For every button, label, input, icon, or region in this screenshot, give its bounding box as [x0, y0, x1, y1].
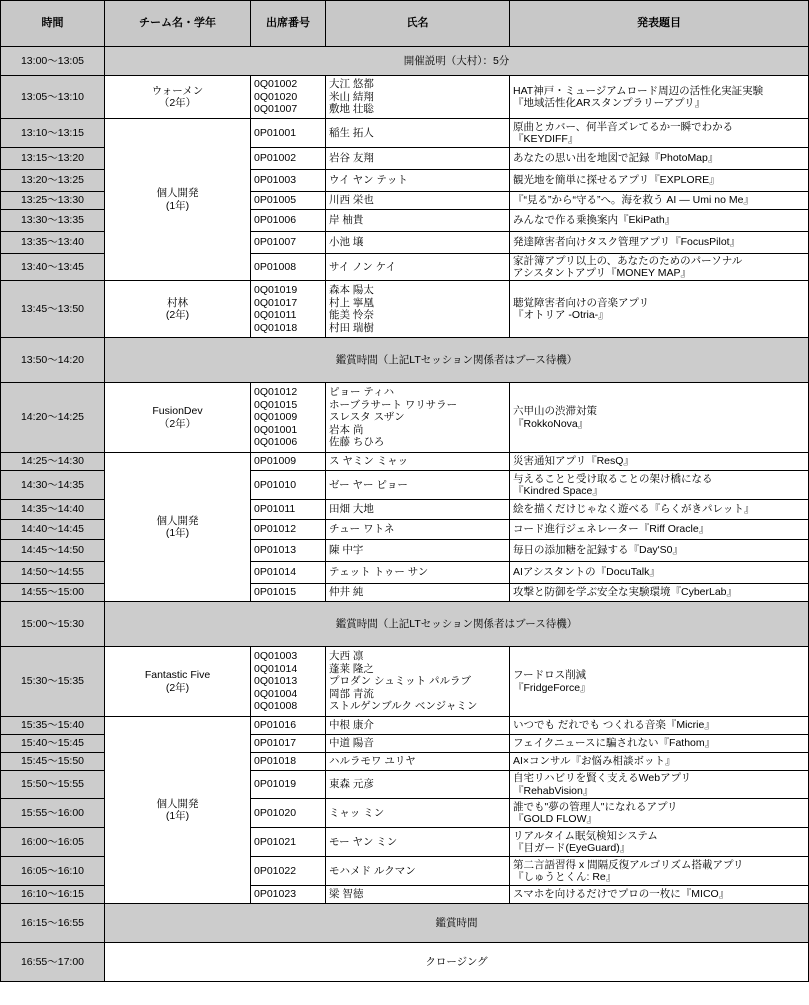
presentation-title-cell — [510, 281, 809, 338]
attendance-number: 0P01003 — [254, 174, 297, 187]
session-cell: 鑑賞時間（上記LTセッション関係者はブース待機） — [105, 602, 809, 647]
team-cell — [105, 383, 251, 453]
team-label: FusionDev — [152, 405, 203, 417]
attendance-number-cell — [251, 500, 326, 520]
team-label: (2年) — [165, 309, 190, 321]
time-cell: 13:45〜13:50 — [1, 281, 105, 338]
member-name: チュー ワトネ — [329, 523, 395, 536]
team-cell — [105, 281, 251, 338]
attendance-number-cell — [251, 584, 326, 602]
member-name: ミャッ ミン — [329, 806, 385, 819]
team-cell — [105, 647, 251, 717]
presentation-title-line: 『GOLD FLOW』 — [513, 813, 598, 825]
member-name: モー ヤン ミン — [329, 835, 398, 848]
presentation-title-line: 自宅リハビリを賢く支えるWebアプリ — [513, 772, 692, 784]
time-cell: 13:30〜13:35 — [1, 210, 105, 232]
attendance-number-cell — [251, 857, 326, 886]
attendance-number: 0P01001 — [254, 126, 297, 139]
session-cell: クロージング — [105, 943, 809, 982]
time-cell: 15:45〜15:50 — [1, 753, 105, 771]
name-cell — [326, 119, 510, 148]
presentation-title-cell — [510, 771, 809, 799]
attendance-number: 0Q01011 — [254, 309, 297, 321]
team-cell — [105, 119, 251, 281]
member-name: 陳 中宇 — [329, 544, 364, 557]
table-row — [1, 338, 809, 383]
presentation-title-line: あなたの思い出を地図で記録『PhotoMap』 — [513, 152, 719, 165]
team-cell — [105, 453, 251, 602]
presentation-title-line: 原曲とカバー、何半音ズレてるか一瞬でわかる — [513, 120, 734, 133]
presentation-title-line: スマホを向けるだけでプロの一枚に『MICO』 — [513, 888, 730, 901]
attendance-number-cell — [251, 540, 326, 562]
member-name: 東森 元彦 — [329, 778, 374, 791]
presentation-title-line: 六甲山の渋滞対策 — [513, 405, 597, 417]
name-cell — [326, 383, 510, 453]
attendance-number-cell — [251, 119, 326, 148]
header-time: 時間 — [1, 1, 105, 47]
time-cell: 14:45〜14:50 — [1, 540, 105, 562]
attendance-number-cell — [251, 647, 326, 717]
attendance-number: 0Q01015 — [254, 398, 298, 411]
attendance-number: 0P01015 — [254, 586, 297, 599]
presentation-title-line: 『Kindred Space』 — [513, 485, 603, 497]
team-label: （2年） — [158, 97, 197, 109]
presentation-title-cell — [510, 76, 809, 119]
presentation-title-line: 『RokkoNova』 — [513, 417, 589, 430]
time-cell: 13:05〜13:10 — [1, 76, 105, 119]
name-cell — [326, 210, 510, 232]
time-cell: 13:35〜13:40 — [1, 232, 105, 254]
table-row — [1, 717, 809, 735]
attendance-number-cell — [251, 210, 326, 232]
attendance-number-cell — [251, 520, 326, 540]
team-label: 村林 — [167, 296, 188, 309]
member-name: 村上 寧凰 — [329, 296, 374, 309]
attendance-number: 0Q01003 — [254, 650, 298, 663]
time-cell: 15:50〜15:55 — [1, 771, 105, 799]
presentation-title-line: 与えることと受け取ることの架け橋になる — [513, 472, 713, 485]
name-cell — [326, 584, 510, 602]
name-cell — [326, 562, 510, 584]
presentation-title-cell — [510, 857, 809, 886]
presentation-title-cell — [510, 735, 809, 753]
attendance-number: 0Q01012 — [254, 386, 298, 399]
presentation-title-line: 『FridgeForce』 — [513, 681, 591, 694]
member-name: 岩谷 友翔 — [329, 152, 374, 165]
presentation-title-line: 攻撃と防御を学ぶ安全な実験環境『CyberLab』 — [513, 586, 738, 599]
attendance-number-cell — [251, 471, 326, 500]
table-row — [1, 453, 809, 471]
presentation-title-cell — [510, 500, 809, 520]
table-row — [1, 47, 809, 76]
time-cell: 14:40〜14:45 — [1, 520, 105, 540]
attendance-number: 0Q01018 — [254, 321, 298, 334]
table-row — [1, 943, 809, 982]
time-cell: 13:00〜13:05 — [1, 47, 105, 76]
presentation-title-line: アシスタントアプリ『MONEY MAP』 — [513, 267, 692, 279]
header-row — [1, 1, 809, 47]
presentation-title-line: 『地域活性化ARスタンプラリーアプリ』 — [513, 97, 706, 109]
name-cell — [326, 540, 510, 562]
name-cell — [326, 148, 510, 170]
member-name: モハメド ルクマン — [329, 864, 416, 877]
member-name: 岡部 青流 — [329, 687, 374, 700]
attendance-number: 0Q01017 — [254, 296, 298, 309]
attendance-number: 0P01012 — [254, 523, 297, 536]
member-name: 米山 結翔 — [329, 90, 374, 103]
presentation-title-line: 聴覚障害者向けの音楽アプリ — [513, 296, 650, 309]
member-name: 村田 瑞樹 — [329, 321, 374, 334]
member-name: 中道 陽音 — [329, 737, 374, 750]
presentation-title-line: 『“見る”から“守る”へ。海を救う AI — Umi no Me』 — [513, 194, 754, 207]
attendance-number-cell — [251, 771, 326, 799]
attendance-number: 0P01008 — [254, 260, 297, 273]
attendance-number-cell — [251, 562, 326, 584]
session-cell: 鑑賞時間 — [105, 904, 809, 943]
time-cell: 15:55〜16:00 — [1, 799, 105, 828]
time-cell: 16:55〜17:00 — [1, 943, 105, 982]
attendance-number: 0Q01013 — [254, 675, 298, 688]
name-cell — [326, 647, 510, 717]
member-name: 大西 凛 — [329, 650, 364, 663]
name-cell — [326, 254, 510, 281]
presentation-title-line: フェイクニュースに騙されない『Fathom』 — [513, 737, 716, 750]
header-id: 出席番号 — [251, 1, 326, 47]
presentation-title-line: いつでも だれでも つくれる音楽『Micrie』 — [513, 719, 715, 732]
attendance-number: 0Q01008 — [254, 700, 298, 713]
team-label: (1年) — [165, 810, 190, 822]
time-cell: 16:00〜16:05 — [1, 828, 105, 857]
name-cell — [326, 281, 510, 338]
attendance-number-cell — [251, 799, 326, 828]
time-cell: 14:30〜14:35 — [1, 471, 105, 500]
attendance-number: 0Q01001 — [254, 423, 298, 436]
attendance-number-cell — [251, 753, 326, 771]
presentation-title-line: みんなで作る乗換案内『EkiPath』 — [513, 214, 676, 227]
attendance-number-cell — [251, 453, 326, 471]
attendance-number-cell — [251, 886, 326, 904]
time-cell: 16:10〜16:15 — [1, 886, 105, 904]
presentation-title-line: 第二言語習得 x 間隔反復アルゴリズム搭載アプリ — [513, 858, 744, 871]
attendance-number: 0P01018 — [254, 755, 297, 768]
attendance-number-cell — [251, 717, 326, 735]
member-name: 蓬莱 隆之 — [329, 662, 374, 675]
team-cell — [105, 717, 251, 904]
presentation-title-line: 発達障害者向けタスク管理アプリ『FocusPilot』 — [513, 236, 741, 249]
member-name: 敷地 壮聡 — [329, 103, 374, 116]
attendance-number: 0P01021 — [254, 835, 297, 848]
attendance-number: 0P01013 — [254, 544, 297, 557]
team-label: ウォーメン — [151, 84, 204, 97]
member-name: ストルゲンブルク ベンジャミン — [329, 700, 478, 713]
member-name: 岸 柚貴 — [329, 214, 364, 227]
attendance-number: 0P01007 — [254, 236, 297, 249]
attendance-number: 0P01020 — [254, 806, 297, 819]
time-cell: 15:30〜15:35 — [1, 647, 105, 717]
attendance-number: 0Q01014 — [254, 662, 298, 675]
member-name: 仲井 純 — [329, 586, 364, 599]
time-cell: 14:20〜14:25 — [1, 383, 105, 453]
team-label: 個人開発 — [156, 187, 199, 199]
team-cell — [105, 76, 251, 119]
name-cell — [326, 471, 510, 500]
attendance-number: 0P01022 — [254, 864, 297, 877]
presentation-title-line: AIアシスタントの『DocuTalk』 — [513, 566, 660, 579]
name-cell — [326, 735, 510, 753]
time-cell: 14:25〜14:30 — [1, 453, 105, 471]
presentation-title-line: 『しゅうとくん: Re』 — [513, 871, 617, 883]
table-row — [1, 647, 809, 717]
name-cell — [326, 500, 510, 520]
attendance-number-cell — [251, 148, 326, 170]
team-label: （2年） — [158, 417, 197, 430]
time-cell: 14:35〜14:40 — [1, 500, 105, 520]
table-row — [1, 383, 809, 453]
schedule-body — [1, 47, 809, 982]
name-cell — [326, 76, 510, 119]
presentation-title-cell — [510, 717, 809, 735]
presentation-title-line: 『KEYDIFF』 — [513, 133, 579, 145]
member-name: スレスタ スザン — [329, 411, 405, 424]
presentation-title-cell — [510, 886, 809, 904]
name-cell — [326, 453, 510, 471]
name-cell — [326, 771, 510, 799]
name-cell — [326, 232, 510, 254]
presentation-title-cell — [510, 210, 809, 232]
member-name: 稲生 拓人 — [329, 126, 374, 139]
time-cell: 15:00〜15:30 — [1, 602, 105, 647]
presentation-title-cell — [510, 453, 809, 471]
presentation-title-line: 災害通知アプリ『ResQ』 — [513, 455, 634, 468]
name-cell — [326, 170, 510, 192]
presentation-title-line: HAT神戸・ミュージアムロード周辺の活性化実証実験 — [513, 84, 764, 97]
team-label: (1年) — [165, 199, 190, 212]
name-cell — [326, 857, 510, 886]
time-cell: 15:35〜15:40 — [1, 717, 105, 735]
team-label: 個人開発 — [156, 514, 199, 527]
table-row — [1, 904, 809, 943]
member-name: ピョー ティハ — [329, 386, 395, 399]
attendance-number: 0P01010 — [254, 478, 297, 491]
team-label: 個人開発 — [156, 797, 199, 810]
time-cell: 14:50〜14:55 — [1, 562, 105, 584]
attendance-number-cell — [251, 281, 326, 338]
attendance-number: 0P01014 — [254, 566, 297, 579]
name-cell — [326, 192, 510, 210]
attendance-number-cell — [251, 76, 326, 119]
team-label: Fantastic Five — [144, 669, 211, 681]
presentation-title-cell — [510, 753, 809, 771]
presentation-title-cell — [510, 540, 809, 562]
presentation-title-line: 絵を描くだけじゃなく遊べる『らくがきパレット』 — [513, 503, 755, 516]
presentation-title-line: 家計簿アプリ以上の、あなたのためのパーソナル — [513, 254, 743, 267]
attendance-number-cell — [251, 232, 326, 254]
attendance-number: 0P01002 — [254, 152, 297, 165]
time-cell: 13:10〜13:15 — [1, 119, 105, 148]
attendance-number: 0Q01020 — [254, 90, 298, 103]
time-cell: 14:55〜15:00 — [1, 584, 105, 602]
time-cell: 13:25〜13:30 — [1, 192, 105, 210]
attendance-number: 0P01009 — [254, 455, 297, 468]
presentation-title-cell — [510, 647, 809, 717]
member-name: 能美 怜奈 — [329, 309, 374, 321]
attendance-number: 0P01019 — [254, 778, 297, 791]
member-name: テェット トゥー サン — [329, 566, 429, 579]
member-name: ハルラモワ ユリヤ — [329, 755, 416, 768]
header-team: チーム名・学年 — [105, 1, 251, 47]
presentation-title-line: 『オトリア -Otria-』 — [513, 309, 609, 321]
presentation-title-cell — [510, 828, 809, 857]
name-cell — [326, 753, 510, 771]
name-cell — [326, 520, 510, 540]
attendance-number-cell — [251, 828, 326, 857]
time-cell: 16:15〜16:55 — [1, 904, 105, 943]
member-name: プロダン シュミット パルラブ — [329, 675, 472, 688]
member-name: 佐藤 ちひろ — [329, 436, 385, 449]
attendance-number: 0Q01006 — [254, 436, 298, 449]
time-cell: 13:50〜14:20 — [1, 338, 105, 383]
presentation-title-cell — [510, 232, 809, 254]
table-row — [1, 76, 809, 119]
name-cell — [326, 828, 510, 857]
table-row — [1, 602, 809, 647]
member-name: 川西 栄也 — [329, 194, 374, 207]
presentation-title-line: フードロス削減 — [513, 669, 587, 681]
presentation-title-cell — [510, 520, 809, 540]
presentation-title-line: リアルタイム眠気検知システム — [513, 829, 658, 842]
attendance-number: 0P01016 — [254, 719, 297, 732]
time-cell: 13:40〜13:45 — [1, 254, 105, 281]
attendance-number-cell — [251, 170, 326, 192]
member-name: 森本 陽太 — [329, 284, 374, 296]
presentation-title-line: 毎日の添加糖を記録する『Day'S0』 — [513, 544, 684, 557]
presentation-title-cell — [510, 148, 809, 170]
attendance-number-cell — [251, 735, 326, 753]
presentation-title-line: 『目ガード(EyeGuard)』 — [513, 842, 631, 854]
attendance-number-cell — [251, 192, 326, 210]
member-name: サイ ノン ケイ — [329, 260, 396, 273]
presentation-title-cell — [510, 799, 809, 828]
presentation-title-cell — [510, 584, 809, 602]
presentation-title-cell — [510, 254, 809, 281]
presentation-title-cell — [510, 192, 809, 210]
attendance-number: 0P01023 — [254, 888, 297, 901]
member-name: 小池 壌 — [329, 236, 364, 249]
time-cell: 16:05〜16:10 — [1, 857, 105, 886]
member-name: ゼー ヤー ピョー — [329, 478, 408, 491]
member-name: 田畑 大地 — [329, 503, 374, 516]
presentation-title-line: AI×コンサル『お悩み相談ボット』 — [513, 755, 676, 768]
attendance-number: 0Q01019 — [254, 284, 298, 296]
member-name: ス ヤミン ミャッ — [329, 455, 409, 468]
time-cell: 15:40〜15:45 — [1, 735, 105, 753]
member-name: 大江 悠都 — [329, 78, 374, 91]
attendance-number-cell — [251, 254, 326, 281]
presentation-title-cell — [510, 170, 809, 192]
presentation-title-line: 『RehabVision』 — [513, 784, 594, 797]
name-cell — [326, 717, 510, 735]
time-cell: 13:20〜13:25 — [1, 170, 105, 192]
attendance-number: 0Q01009 — [254, 411, 298, 424]
member-name: ウイ ヤン テット — [329, 174, 408, 187]
attendance-number: 0Q01004 — [254, 687, 298, 700]
table-row — [1, 281, 809, 338]
header-name: 氏名 — [326, 1, 510, 47]
presentation-title-cell — [510, 383, 809, 453]
attendance-number: 0P01006 — [254, 214, 297, 227]
name-cell — [326, 886, 510, 904]
attendance-number: 0Q01002 — [254, 78, 298, 91]
presentation-title-cell — [510, 119, 809, 148]
header-title: 発表題目 — [510, 1, 809, 47]
presentation-title-cell — [510, 562, 809, 584]
presentation-title-cell — [510, 471, 809, 500]
member-name: 梁 智徳 — [329, 888, 364, 901]
member-name: ホーブラサート ワリサラー — [329, 398, 458, 411]
attendance-number: 0P01005 — [254, 194, 297, 207]
team-label: (1年) — [165, 527, 190, 539]
session-cell: 開催説明（大村）：5分 — [105, 47, 809, 76]
team-label: (2年) — [165, 681, 190, 694]
name-cell — [326, 799, 510, 828]
attendance-number: 0P01017 — [254, 737, 297, 750]
attendance-number: 0P01011 — [254, 503, 296, 516]
member-name: 中根 康介 — [329, 719, 374, 732]
presentation-title-line: 観光地を簡単に探せるアプリ『EXPLORE』 — [513, 174, 720, 187]
table-row — [1, 119, 809, 148]
attendance-number-cell — [251, 383, 326, 453]
time-cell: 13:15〜13:20 — [1, 148, 105, 170]
presentation-title-line: 誰でも"夢の管理人"になれるアプリ — [513, 800, 678, 813]
member-name: 岩本 尚 — [329, 423, 364, 436]
session-cell: 鑑賞時間（上記LTセッション関係者はブース待機） — [105, 338, 809, 383]
attendance-number: 0Q01007 — [254, 103, 298, 116]
presentation-title-line: コード進行ジェネレーター『Riff Oracle』 — [513, 523, 710, 536]
